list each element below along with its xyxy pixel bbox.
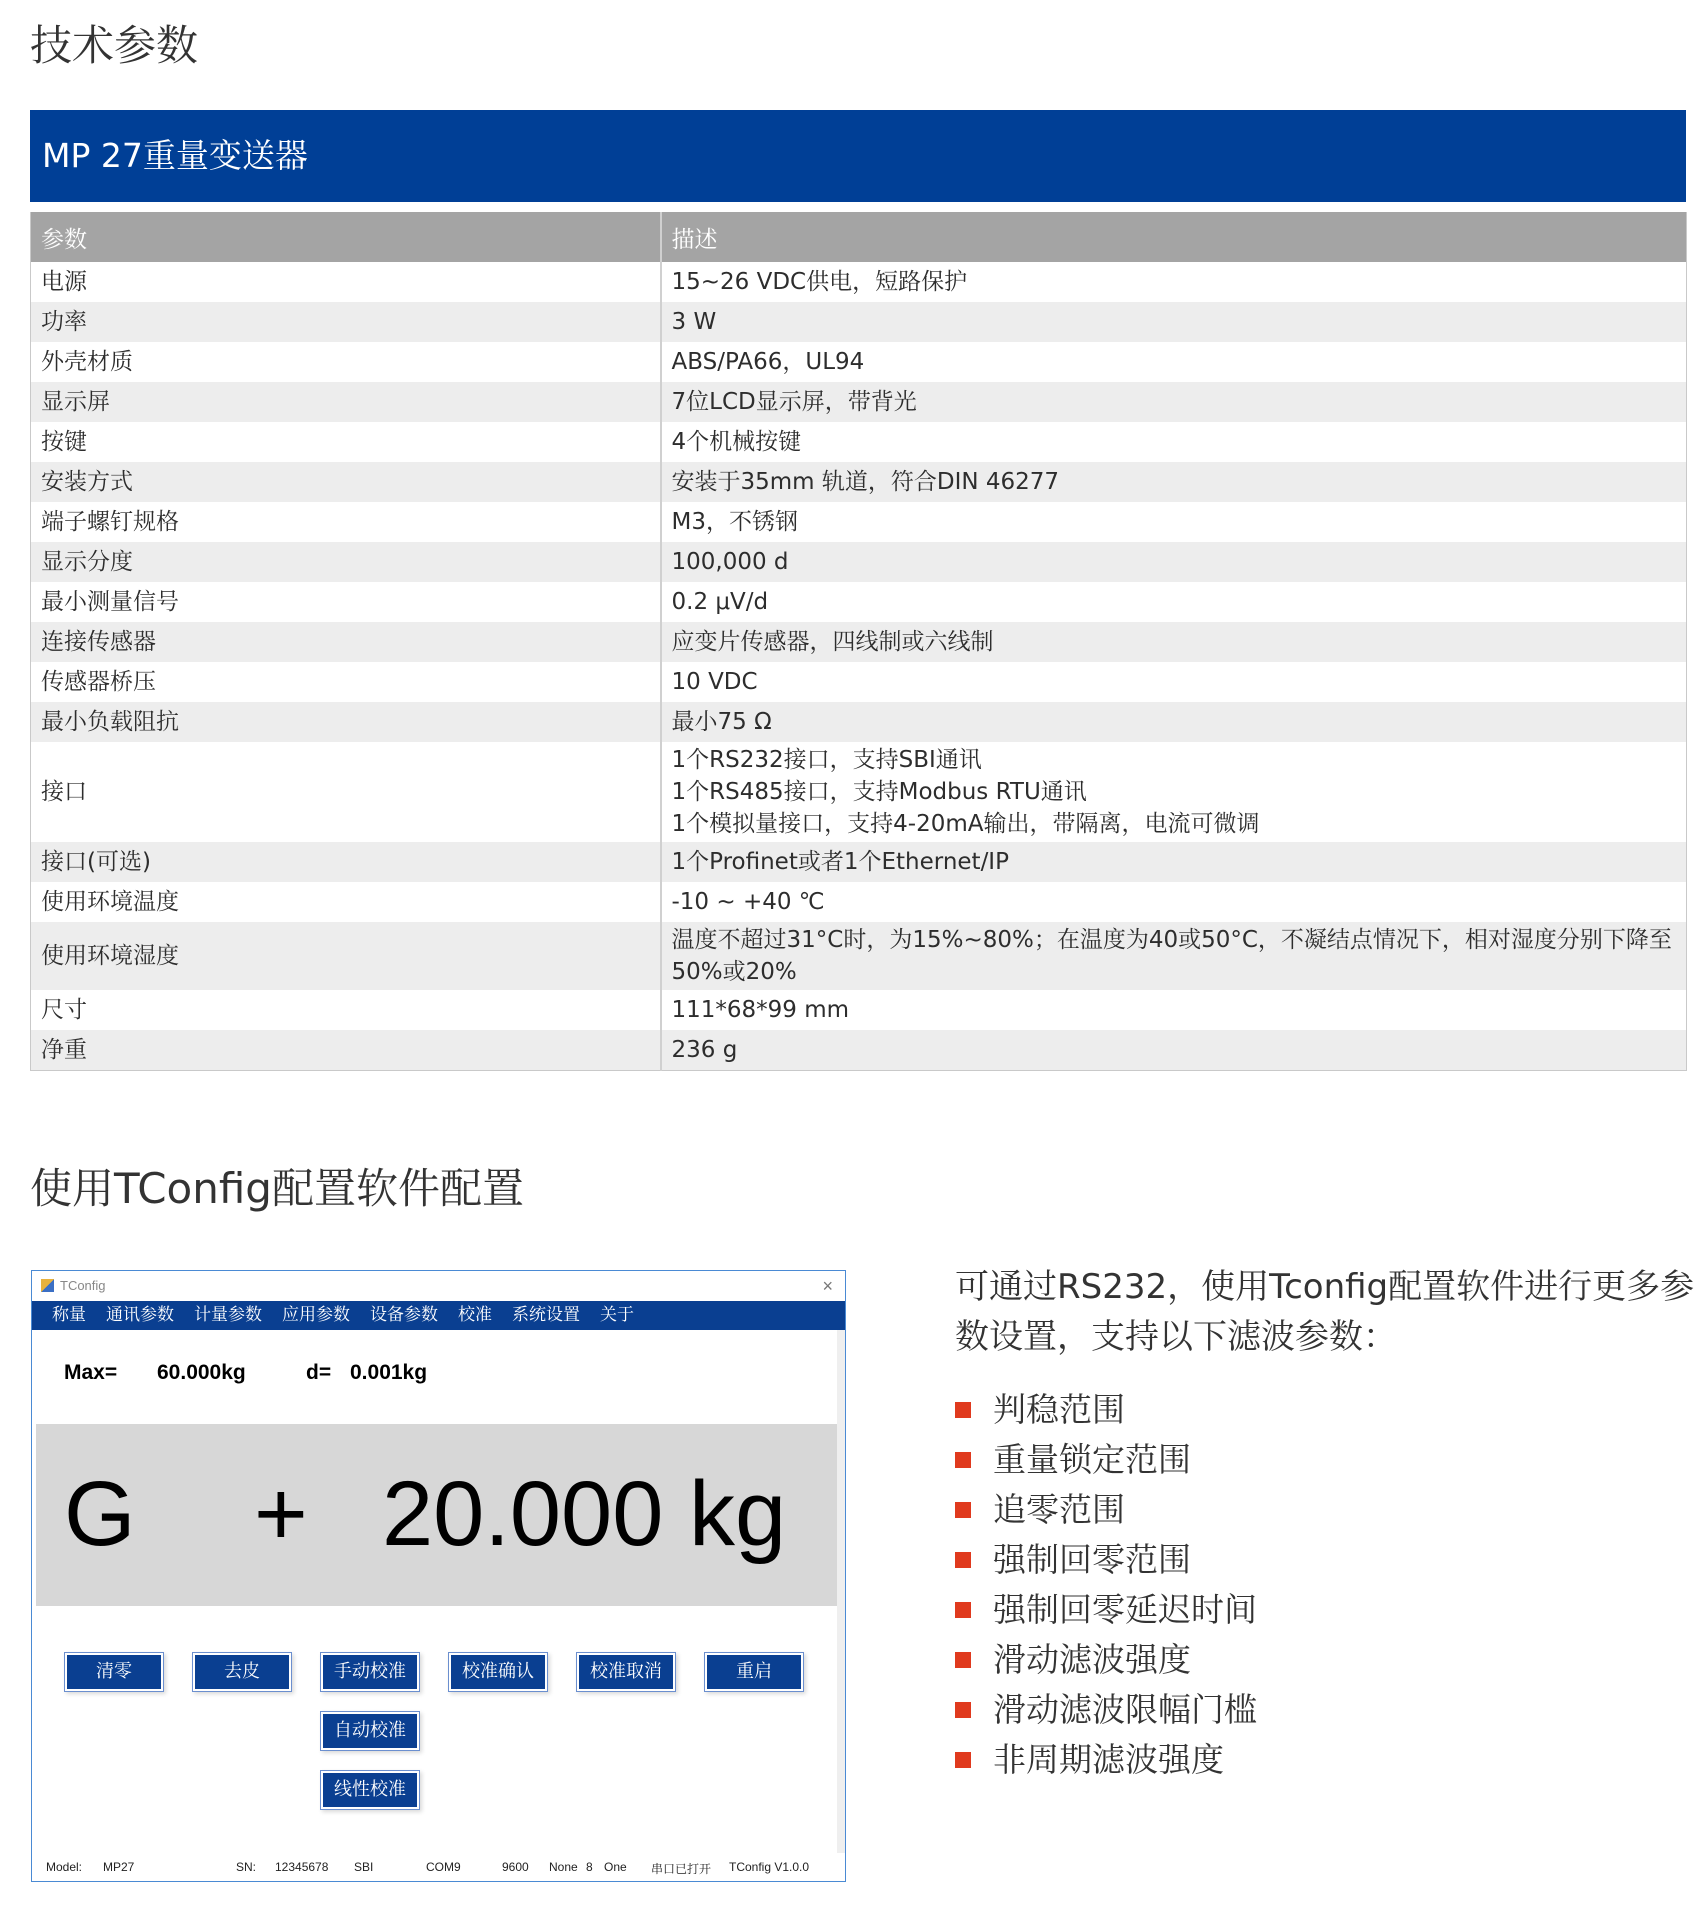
bullet-square-icon [955, 1552, 971, 1568]
table-row [31, 582, 1687, 622]
status-version: TConfig V1.0.0 [729, 1860, 810, 1874]
desc-cell [661, 382, 1687, 422]
status-port-state: 串口已打开 [651, 1862, 712, 1876]
column-header-param: 参数 [31, 212, 661, 262]
desc-line: 7位LCD显示屏，带背光 [671, 389, 917, 415]
status-model-label: Model: [46, 1860, 83, 1874]
filter-param-list [955, 1385, 1257, 1785]
desc-line: 15~26 VDC供电，短路保护 [671, 269, 968, 295]
param-cell: 外壳材质 [31, 342, 661, 382]
status-baud: 9600 [502, 1860, 529, 1874]
window-scrollbar[interactable] [837, 1330, 845, 1853]
desc-line: 0.2 μV/d [671, 589, 769, 615]
max-label: Max= [64, 1361, 118, 1384]
auto-calibration-button[interactable]: 自动校准 [323, 1714, 417, 1748]
desc-line: 3 W [671, 309, 717, 335]
param-cell: 端子螺钉规格 [31, 502, 661, 542]
display-sign: + [254, 1463, 308, 1565]
bullet-square-icon [955, 1402, 971, 1418]
restart-button[interactable]: 重启 [707, 1655, 801, 1689]
bullet-square-icon [955, 1652, 971, 1668]
spec-table-body [31, 262, 1687, 1070]
param-cell: 连接传感器 [31, 622, 661, 662]
param-cell: 功率 [31, 302, 661, 342]
desc-cell [661, 262, 1687, 302]
desc-line: 236 g [671, 1036, 738, 1063]
desc-cell [661, 542, 1687, 582]
calibration-confirm-button[interactable]: 校准确认 [451, 1655, 545, 1689]
filter-label: 强制回零范围 [993, 1540, 1191, 1579]
status-port: COM9 [426, 1860, 461, 1874]
manual-calibration-button[interactable]: 手动校准 [323, 1655, 417, 1689]
desc-line: 安装于35mm 轨道，符合DIN 46277 [671, 469, 1060, 495]
tconfig-window [31, 1270, 846, 1882]
status-sn-value: 12345678 [275, 1860, 329, 1874]
tare-button[interactable]: 去皮 [195, 1655, 289, 1689]
param-cell: 最小测量信号 [31, 582, 661, 622]
desc-line: 1个Profinet或者1个Ethernet/IP [671, 849, 1009, 875]
status-bar [32, 1853, 845, 1881]
tconfig-description: 可通过RS232，使用Tconfig配置软件进行更多参数设置，支持以下滤波参数： [955, 1267, 1695, 1357]
table-row [31, 462, 1687, 502]
desc-cell [661, 422, 1687, 462]
desc-cell [661, 502, 1687, 542]
desc-line: 4个机械按键 [671, 429, 802, 455]
desc-line: -10 ~ +40 ℃ [671, 889, 825, 915]
param-cell: 显示分度 [31, 542, 661, 582]
window-titlebar [32, 1271, 845, 1301]
status-stopbits: One [604, 1860, 627, 1874]
desc-cell [661, 702, 1687, 742]
table-row [31, 622, 1687, 662]
list-item [955, 1485, 1257, 1535]
desc-line: 温度不超过31°C时，为15%~80%；在温度为40或50°C，不凝结点情况下，相对湿度分别下降至 [671, 927, 1672, 953]
table-row [31, 702, 1687, 742]
param-cell: 显示屏 [31, 382, 661, 422]
param-cell: 使用环境温度 [31, 882, 661, 922]
list-item [955, 1435, 1257, 1485]
list-item [955, 1735, 1257, 1785]
table-row [31, 302, 1687, 342]
desc-cell [661, 882, 1687, 922]
desc-line: 最小75 Ω [671, 709, 772, 735]
product-title-bar: MP 27重量变送器 [30, 110, 1686, 202]
desc-line: 1个RS485接口，支持Modbus RTU通讯 [671, 779, 1087, 805]
status-sn-label: SN: [236, 1860, 257, 1874]
menu-item-weighing[interactable]: 称量 [52, 1305, 86, 1325]
list-item [955, 1585, 1257, 1635]
table-row [31, 882, 1687, 922]
status-databits: 8 [586, 1860, 593, 1874]
desc-line: 50%或20% [671, 959, 797, 985]
calibration-cancel-button[interactable]: 校准取消 [579, 1655, 673, 1689]
table-row [31, 382, 1687, 422]
param-cell: 接口 [31, 742, 661, 842]
division-label: d= [306, 1361, 332, 1384]
param-cell: 接口(可选) [31, 842, 661, 882]
close-icon[interactable]: × [822, 1276, 833, 1296]
desc-line: 100,000 d [671, 549, 789, 575]
linear-calibration-button[interactable]: 线性校准 [323, 1773, 417, 1807]
filter-label: 非周期滤波强度 [993, 1740, 1224, 1779]
menu-item-app-params[interactable]: 应用参数 [282, 1305, 350, 1325]
filter-label: 重量锁定范围 [993, 1440, 1191, 1479]
desc-line: 1个RS232接口，支持SBI通讯 [671, 747, 982, 773]
param-cell: 安装方式 [31, 462, 661, 502]
bullet-square-icon [955, 1752, 971, 1768]
param-cell: 尺寸 [31, 990, 661, 1030]
bullet-square-icon [955, 1502, 971, 1518]
filter-label: 滑动滤波强度 [993, 1640, 1191, 1679]
table-row [31, 422, 1687, 462]
table-row [31, 502, 1687, 542]
table-row [31, 922, 1687, 990]
list-item [955, 1385, 1257, 1435]
param-cell: 最小负载阻抗 [31, 702, 661, 742]
desc-cell [661, 342, 1687, 382]
bullet-square-icon [955, 1452, 971, 1468]
display-weight: 20.000 kg [382, 1463, 787, 1565]
desc-cell [661, 662, 1687, 702]
table-row [31, 342, 1687, 382]
desc-cell [661, 582, 1687, 622]
param-cell: 净重 [31, 1030, 661, 1070]
desc-cell [661, 842, 1687, 882]
division-value: 0.001kg [350, 1361, 428, 1384]
desc-cell [661, 990, 1687, 1030]
menu-item-comm-params[interactable]: 通讯参数 [106, 1305, 174, 1325]
param-cell: 传感器桥压 [31, 662, 661, 702]
filter-label: 强制回零延迟时间 [993, 1590, 1257, 1629]
app-icon [41, 1279, 54, 1292]
table-row [31, 990, 1687, 1030]
menu-bar [32, 1301, 845, 1330]
desc-cell [661, 462, 1687, 502]
desc-line: 111*68*99 mm [671, 997, 850, 1023]
section-title-tconfig: 使用TConfig配置软件配置 [30, 1164, 524, 1213]
menu-item-device-params[interactable]: 设备参数 [370, 1305, 438, 1325]
table-row [31, 542, 1687, 582]
filter-label: 追零范围 [993, 1490, 1125, 1529]
desc-line: ABS/PA66，UL94 [671, 349, 865, 375]
menu-item-about[interactable]: 关于 [600, 1305, 634, 1325]
status-protocol: SBI [354, 1860, 374, 1874]
spec-table [30, 212, 1687, 1071]
status-parity: None [549, 1860, 578, 1874]
desc-cell [661, 922, 1687, 990]
filter-label: 滑动滤波限幅门槛 [993, 1690, 1257, 1729]
param-cell: 按键 [31, 422, 661, 462]
desc-cell [661, 1030, 1687, 1070]
zero-button[interactable]: 清零 [67, 1655, 161, 1689]
param-cell: 使用环境湿度 [31, 922, 661, 990]
table-row [31, 662, 1687, 702]
list-item [955, 1685, 1257, 1735]
desc-cell [661, 302, 1687, 342]
desc-line: M3，不锈钢 [671, 509, 798, 535]
table-row [31, 1030, 1687, 1070]
filter-label: 判稳范围 [993, 1390, 1125, 1429]
bullet-square-icon [955, 1602, 971, 1618]
desc-line: 10 VDC [671, 669, 758, 695]
window-title: TConfig [60, 1278, 106, 1293]
table-header-row [31, 212, 1687, 262]
param-cell: 电源 [31, 262, 661, 302]
table-row [31, 842, 1687, 882]
list-item [955, 1535, 1257, 1585]
desc-line: 应变片传感器，四线制或六线制 [671, 629, 994, 655]
column-header-desc: 描述 [661, 212, 1687, 262]
section-title-specs: 技术参数 [30, 21, 199, 70]
menu-item-system-settings[interactable]: 系统设置 [512, 1305, 580, 1325]
desc-line: 1个模拟量接口，支持4-20mA输出，带隔离，电流可微调 [671, 811, 1260, 837]
list-item [955, 1635, 1257, 1685]
table-row [31, 262, 1687, 302]
desc-cell [661, 622, 1687, 662]
weight-display [36, 1424, 837, 1606]
status-model-value: MP27 [103, 1860, 135, 1874]
display-mode: G [64, 1463, 136, 1565]
menu-item-calibration[interactable]: 校准 [458, 1305, 492, 1325]
max-value: 60.000kg [157, 1361, 246, 1384]
desc-cell [661, 742, 1687, 842]
bullet-square-icon [955, 1702, 971, 1718]
table-row [31, 742, 1687, 842]
menu-item-metrology-params[interactable]: 计量参数 [194, 1305, 262, 1325]
